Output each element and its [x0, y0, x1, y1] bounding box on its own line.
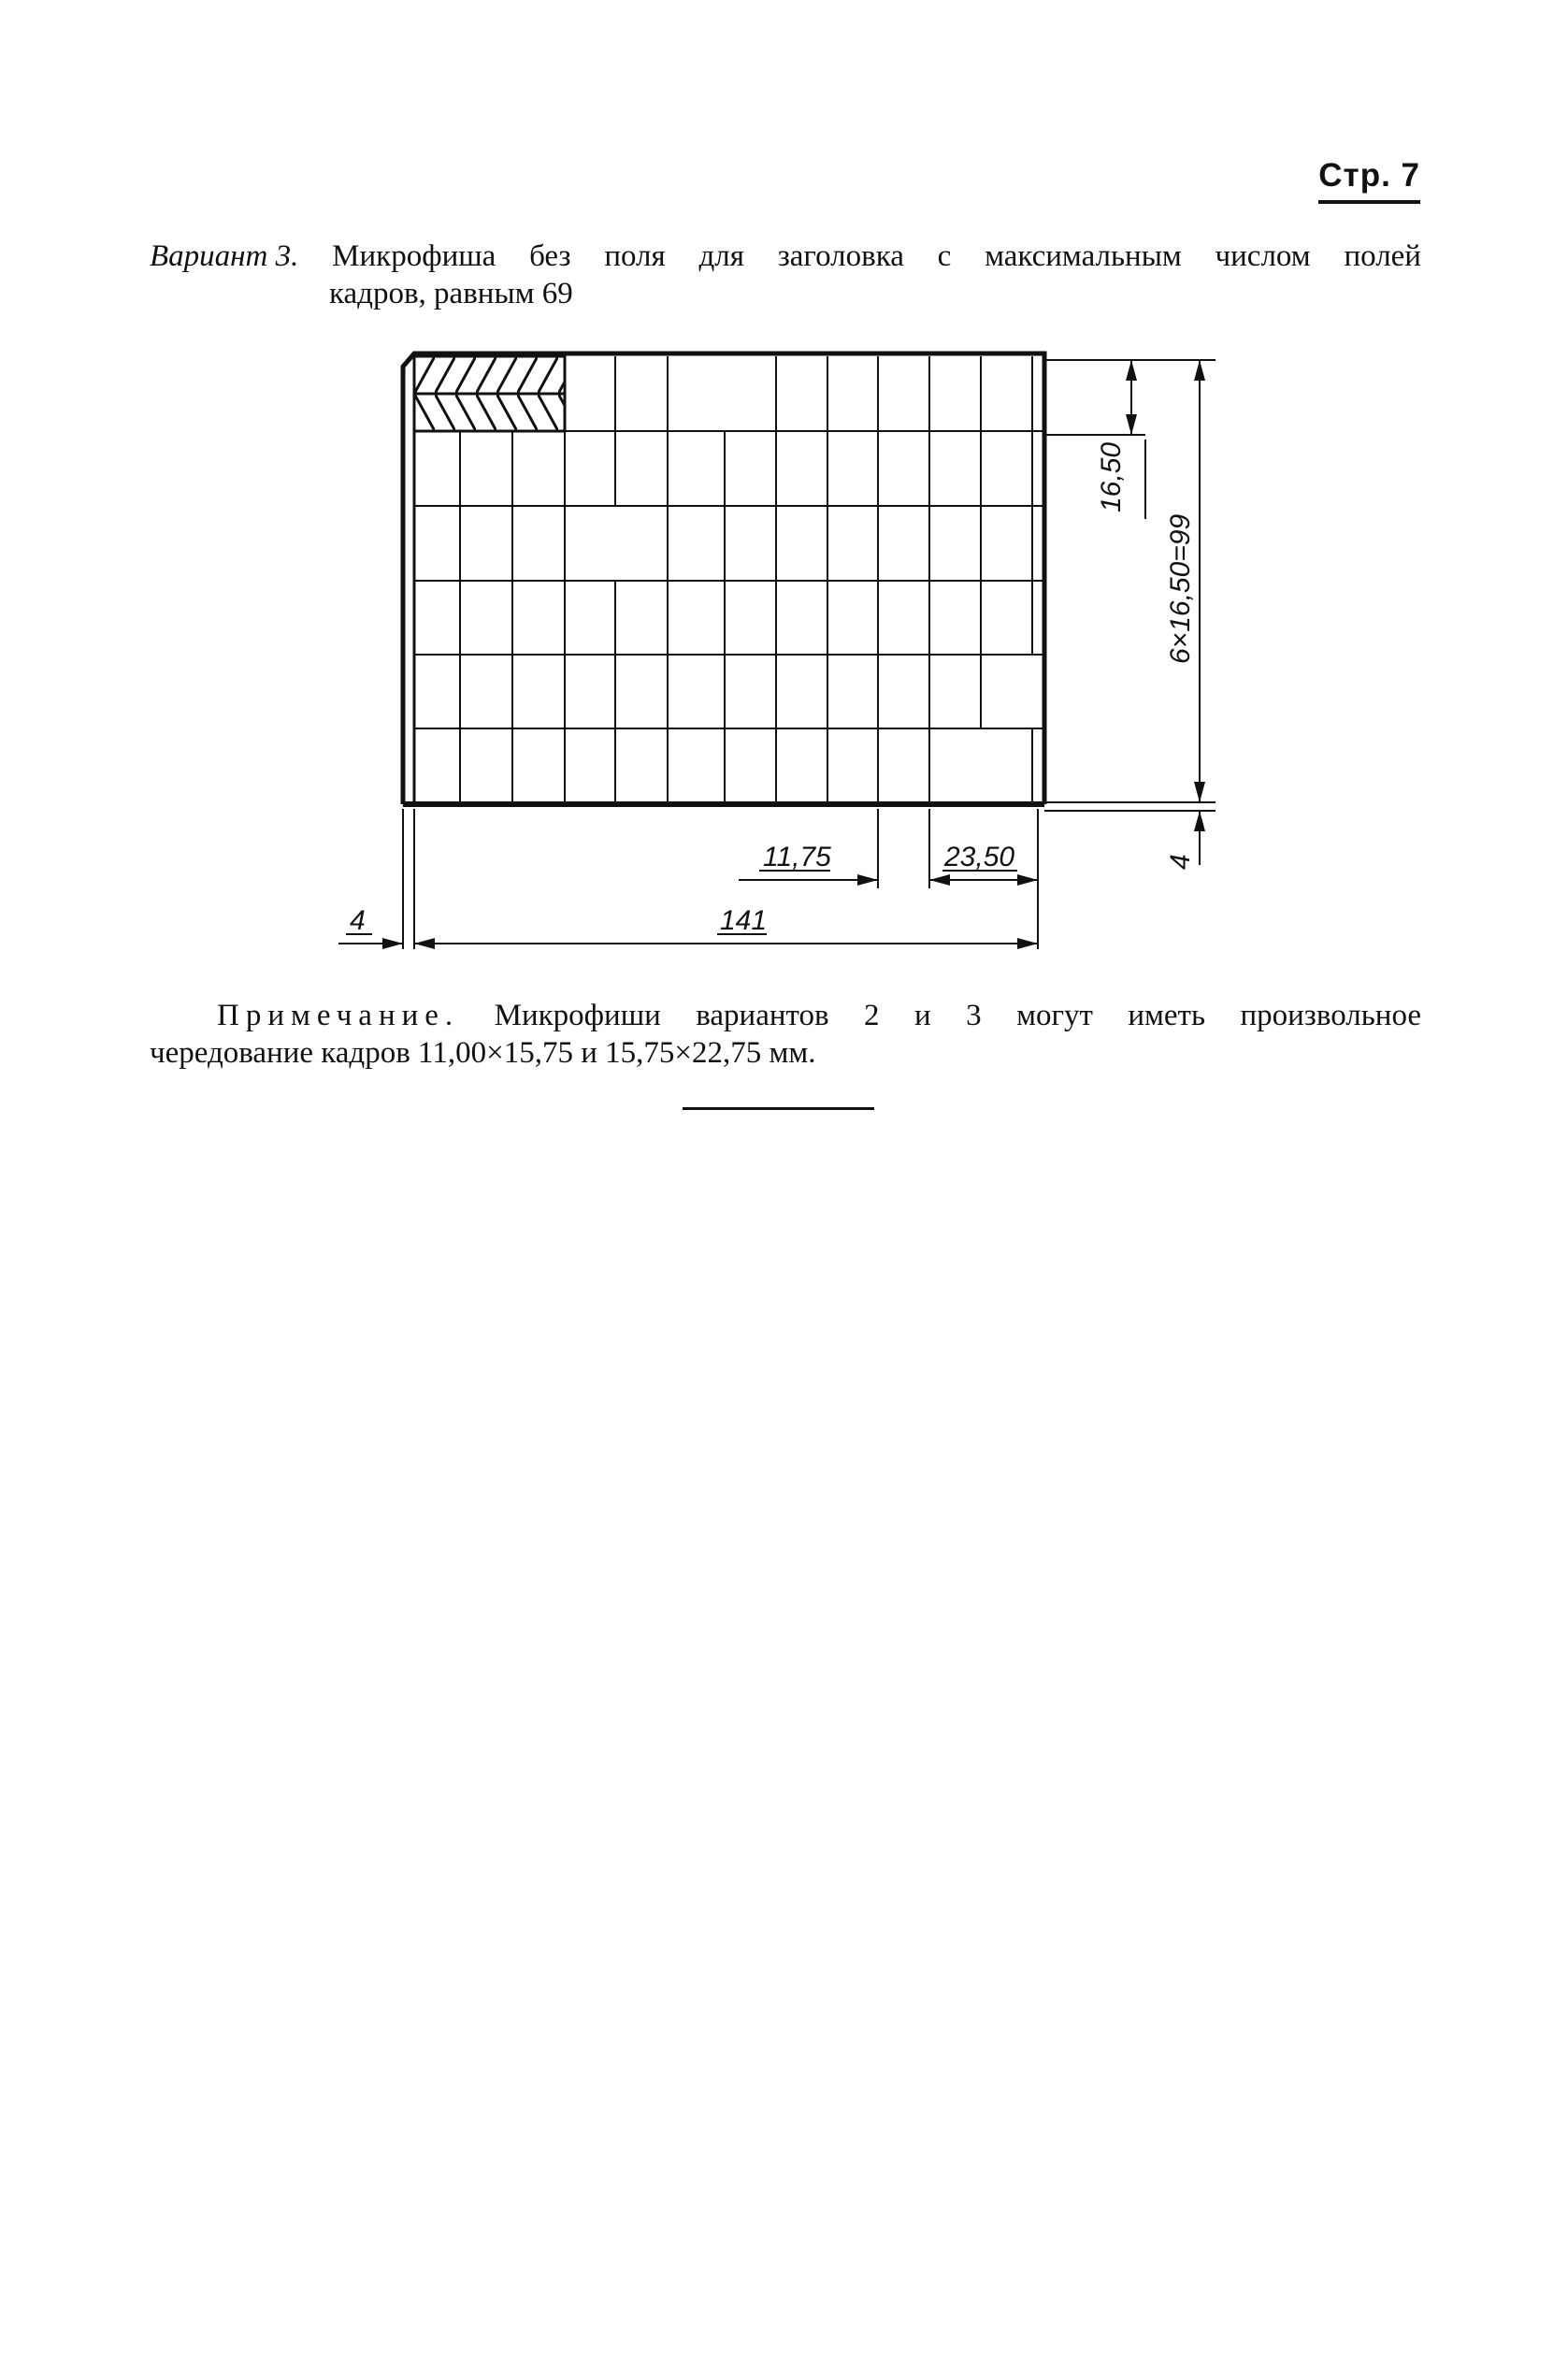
hatched-strip-upper [414, 356, 565, 394]
word: заголовка [777, 239, 904, 273]
word: Микрофиша [332, 239, 496, 273]
word: поля [604, 239, 666, 273]
word: произвольное [1240, 999, 1421, 1032]
variant-caption-line-2: кадров, равным 69 [329, 277, 573, 310]
note-label: Примечание. [217, 999, 460, 1032]
note-line-2: чередование кадров 11,00×15,75 и 15,75×22,75 мм. [150, 1036, 816, 1070]
note [150, 997, 1421, 1072]
dim-row-height: 16,50 [1096, 441, 1127, 512]
word: 2 [864, 999, 880, 1032]
word: числом [1215, 239, 1311, 273]
end-rule [683, 1107, 874, 1110]
word: и [913, 999, 931, 1032]
dim-total-width: 141 [720, 905, 768, 936]
dim-left-margin: 4 [350, 905, 366, 936]
microfiche-diagram [0, 0, 1568, 991]
variant-label: Вариант 3. [150, 239, 299, 273]
dim-large-frame-width: 23,50 [944, 842, 1015, 872]
word: могут [1016, 999, 1093, 1032]
dim-small-frame-width: 11,75 [763, 842, 831, 872]
dim-total-height: 6×16,50=99 [1165, 513, 1196, 664]
word: Микрофиши [494, 999, 661, 1032]
word: максимальным [985, 239, 1182, 273]
word: с [937, 239, 952, 273]
word: вариантов [696, 999, 829, 1032]
word: без [529, 239, 571, 273]
page-number: Стр. 7 [1318, 157, 1420, 204]
note-line-1 [150, 997, 1421, 1034]
word: полей [1344, 239, 1421, 273]
word: 3 [966, 999, 982, 1032]
word: иметь [1128, 999, 1206, 1032]
word: для [698, 239, 744, 273]
dim-bottom-margin: 4 [1165, 854, 1196, 870]
hatched-strip-lower [414, 394, 565, 431]
